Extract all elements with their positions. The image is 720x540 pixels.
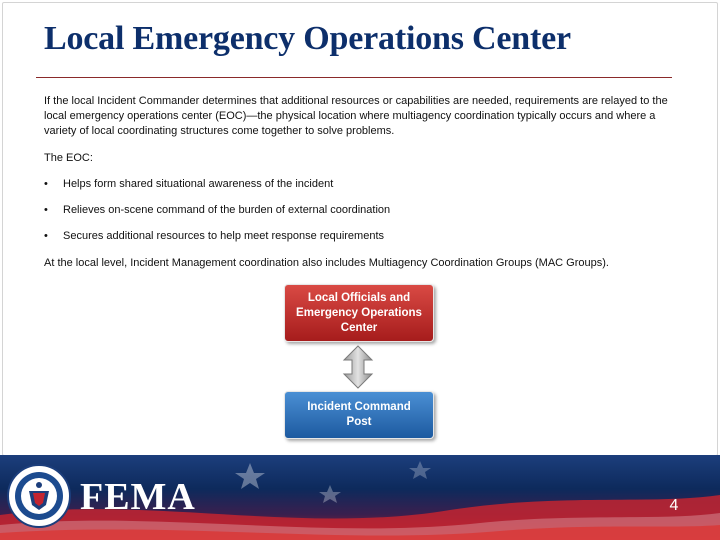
slide-title: Local Emergency Operations Center bbox=[44, 20, 571, 57]
incident-command-post-box bbox=[284, 391, 434, 439]
bullet-text: Helps form shared situational awareness of the incident bbox=[63, 178, 334, 190]
page-number: 4 bbox=[669, 497, 679, 514]
icp-box-label: Incident Command Post bbox=[307, 401, 411, 428]
fema-logo: FEMA bbox=[80, 476, 196, 518]
bullet-icon: • bbox=[44, 204, 48, 216]
intro-paragraph: If the local Incident Commander determines that additional resources or capabilities are needed, requirements are relayed to the local emergency operations center (EOC)—the physical location where multiagency coordination typically occurs and where a variety of local coordinating structures come together to solve problems. bbox=[44, 95, 668, 137]
footer-banner bbox=[0, 455, 720, 540]
dhs-seal-icon bbox=[6, 463, 72, 529]
title-divider bbox=[36, 77, 672, 78]
eoc-label: The EOC: bbox=[44, 152, 93, 164]
eoc-box bbox=[284, 284, 434, 342]
double-arrow-icon bbox=[336, 344, 380, 390]
closing-paragraph: At the local level, Incident Management coordination also includes Multiagency Coordination Groups (MAC Groups). bbox=[44, 257, 609, 269]
bullet-text: Secures additional resources to help meet response requirements bbox=[63, 230, 385, 242]
bullet-text: Relieves on-scene command of the burden of external coordination bbox=[63, 204, 391, 216]
eoc-box-label: Local Officials and Emergency Operations Center bbox=[296, 291, 422, 334]
bullet-icon: • bbox=[44, 230, 48, 242]
bullet-icon: • bbox=[44, 178, 48, 190]
